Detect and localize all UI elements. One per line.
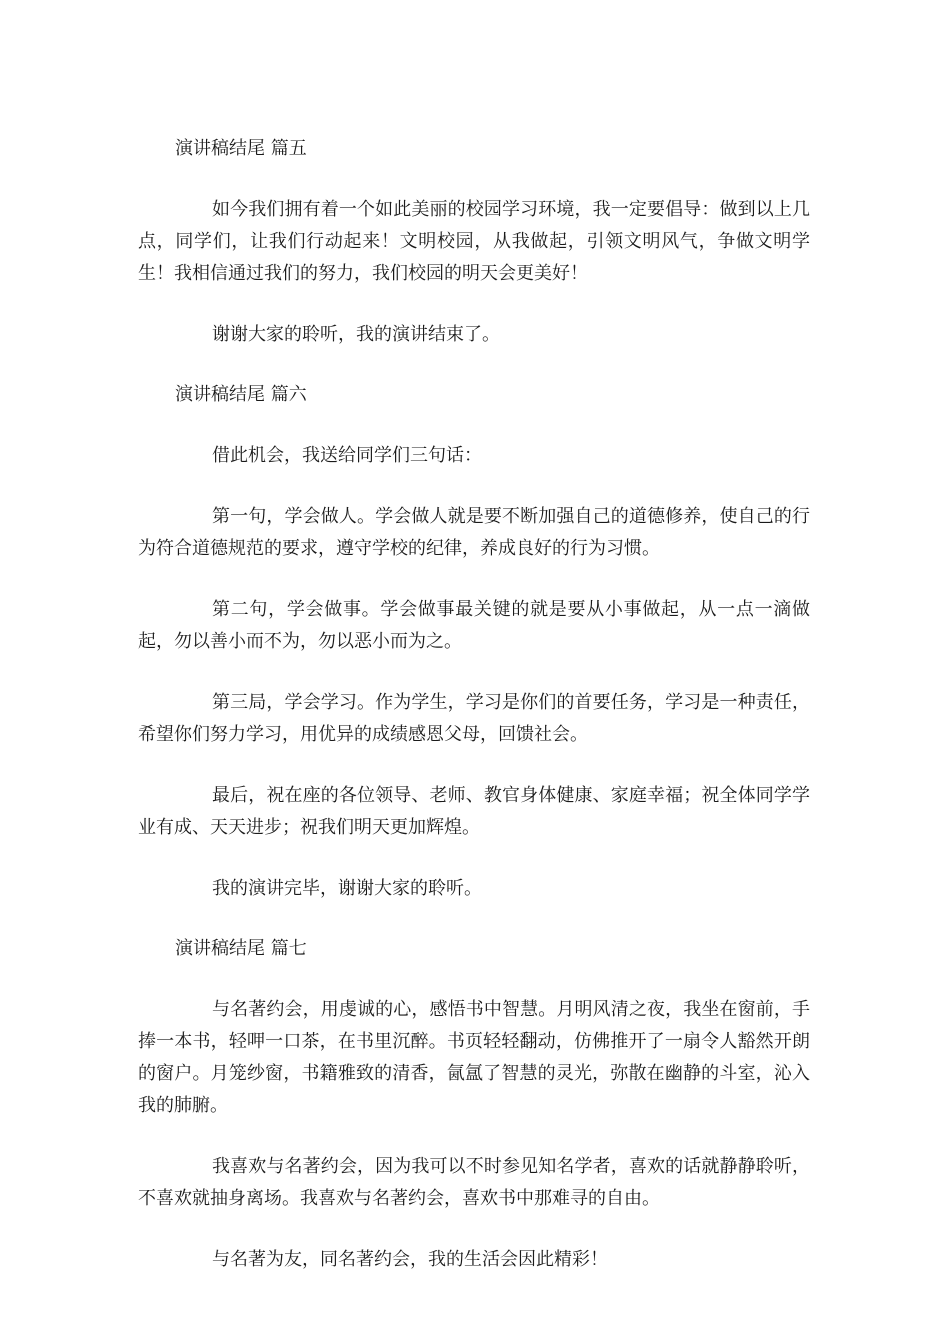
paragraph: 借此机会，我送给同学们三句话： [212,445,482,466]
paragraph: 第二句，学会做事。学会做事最关键的就是要从小事做起，从一点一滴做起，勿以善小而不为，勿以恶小而为之。 [138,599,810,652]
paragraph: 我喜欢与名著约会，因为我可以不时参见知名学者，喜欢的话就静静聆听，不喜欢就抽身离场。我喜欢与名著约会，喜欢书中那难寻的自由。 [138,1156,810,1209]
paragraph: 与名著约会，用虔诚的心，感悟书中智慧。月明风清之夜，我坐在窗前，手捧一本书，轻呷一口茶，在书里沉醉。书页轻轻翻动，仿佛推开了一扇令人豁然开朗的窗户。月笼纱窗，书籍雅致的清香，氤氲了智慧的灵光，弥散在幽静的斗室，沁入我的肺腑。 [138,999,810,1116]
section-heading: 演讲稿结尾 篇六 [175,384,307,405]
paragraph: 第一句，学会做人。学会做人就是要不断加强自己的道德修养，使自己的行为符合道德规范的要求，遵守学校的纪律，养成良好的行为习惯。 [138,506,810,559]
paragraph: 如今我们拥有着一个如此美丽的校园学习环境，我一定要倡导：做到以上几点，同学们，让我们行动起来！文明校园，从我做起，引领文明风气，争做文明学生！我相信通过我们的努力，我们校园的明天会更美好！ [138,199,810,284]
paragraph: 第三局，学会学习。作为学生，学习是你们的首要任务，学习是一种责任，希望你们努力学习，用优异的成绩感恩父母，回馈社会。 [138,692,810,745]
paragraph: 谢谢大家的聆听，我的演讲结束了。 [212,324,500,345]
section-heading: 演讲稿结尾 篇五 [175,138,307,159]
paragraph: 我的演讲完毕，谢谢大家的聆听。 [212,878,482,899]
document-body [138,134,810,1305]
paragraph: 最后，祝在座的各位领导、老师、教官身体健康、家庭幸福；祝全体同学学业有成、天天进步；祝我们明天更加辉煌。 [138,785,810,838]
section-heading: 演讲稿结尾 篇七 [175,938,307,959]
paragraph: 与名著为友，同名著约会，我的生活会因此精彩！ [212,1249,608,1270]
